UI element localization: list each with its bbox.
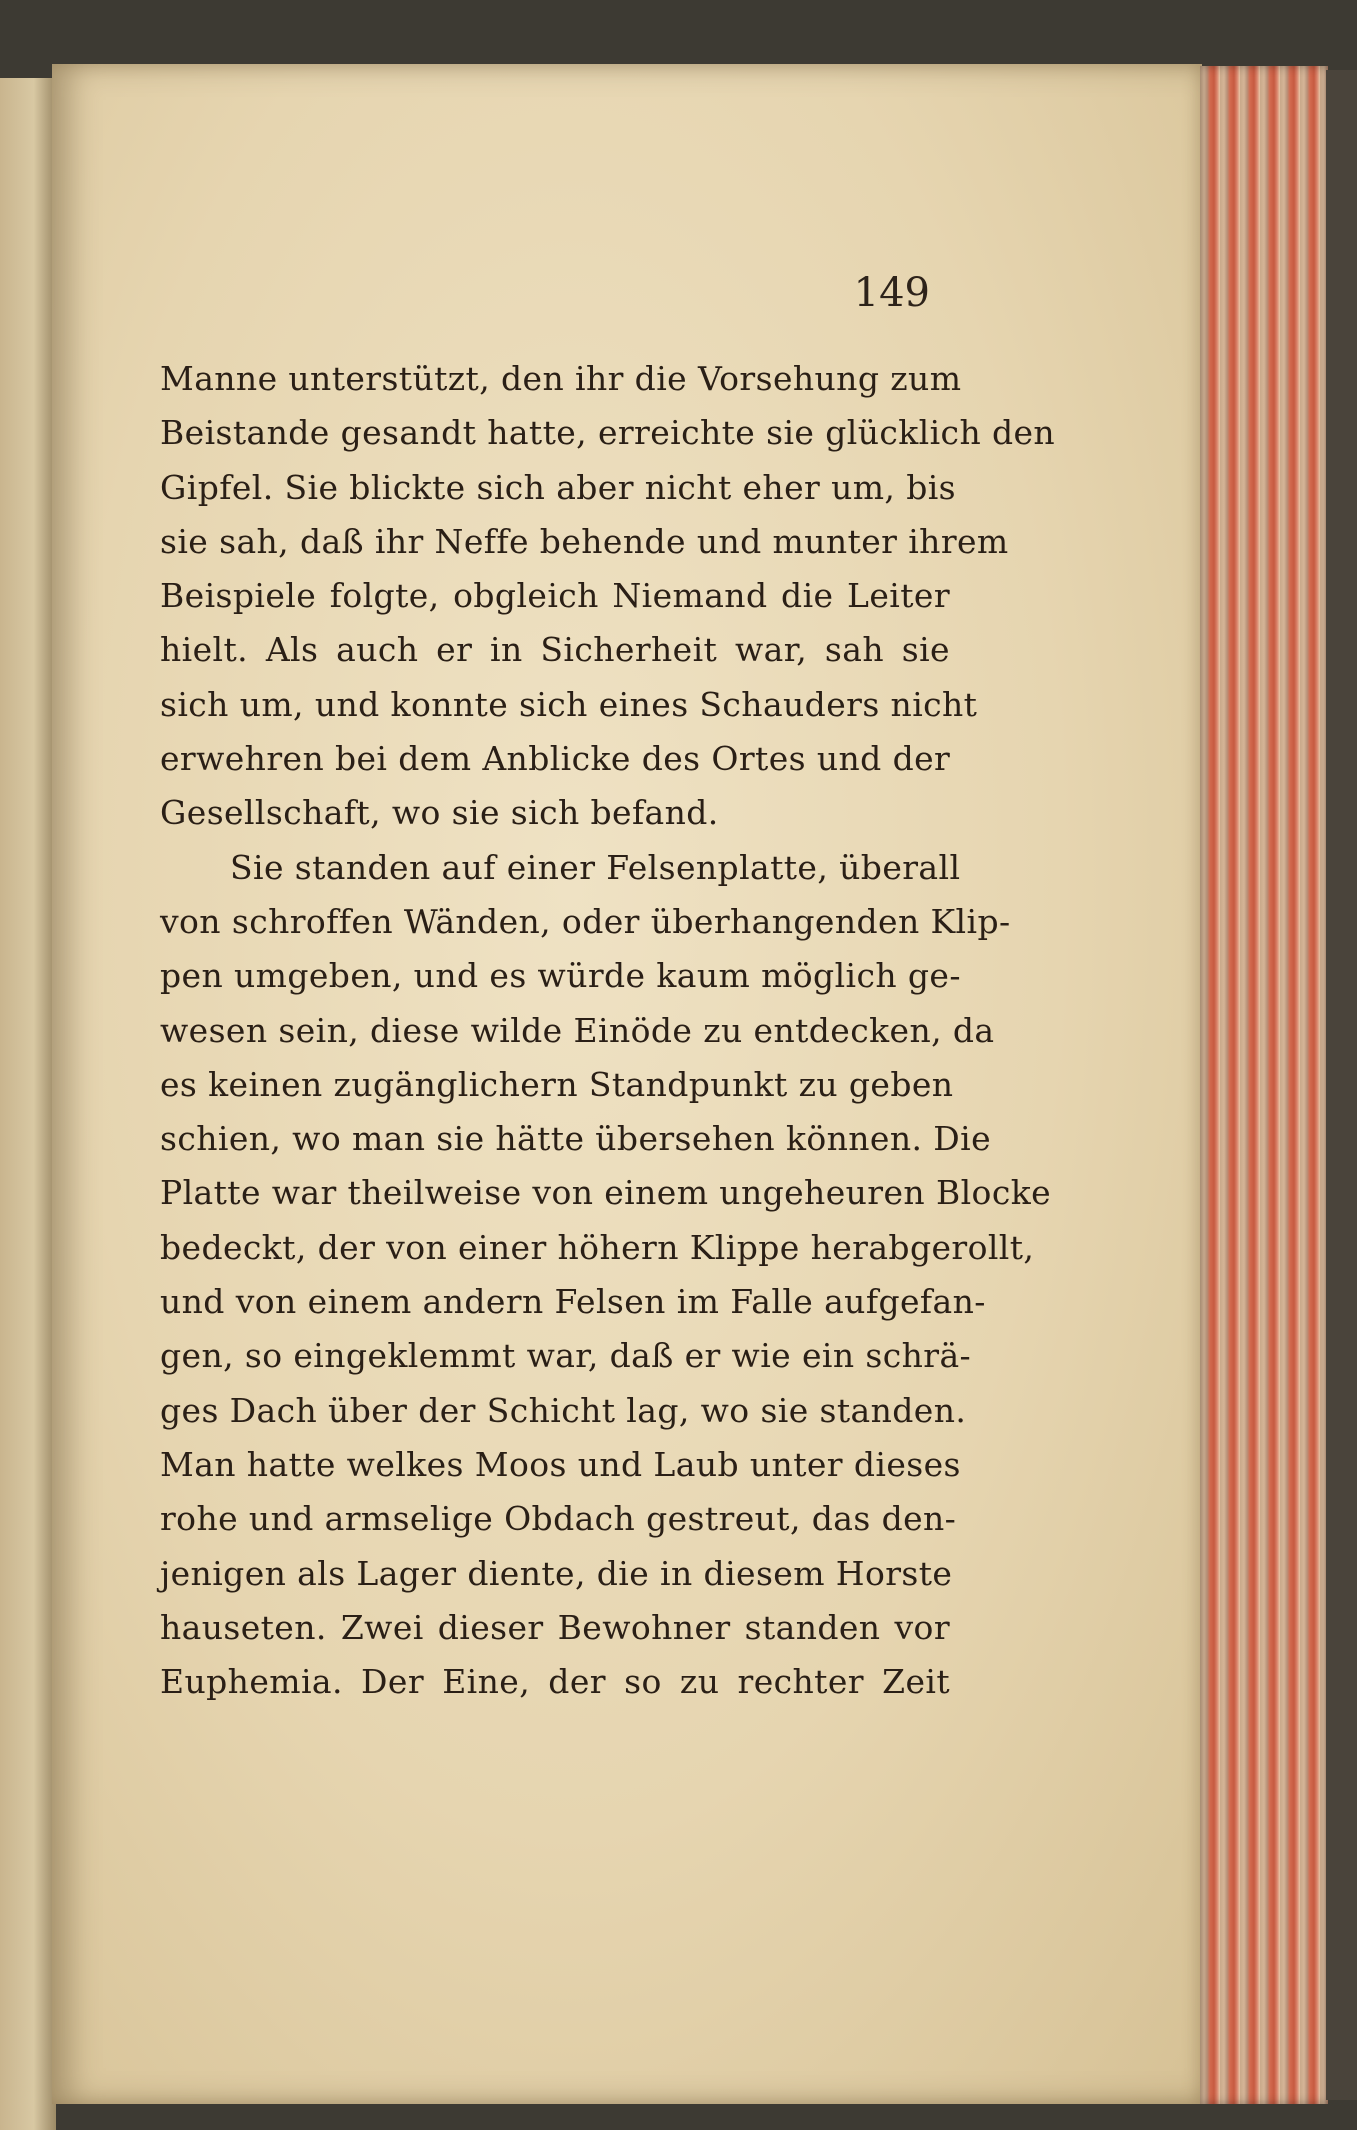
text-line-23: jenigen als Lager diente, die in diesem Horste — [160, 1553, 953, 1593]
text-line-1: Manne unterstützt, den ihr die Vorsehung zum — [160, 359, 962, 398]
text-line-14: es keinen zugänglichern Standpunkt zu geben — [160, 1064, 954, 1104]
text-line-2: Beistande gesandt hatte, erreichte sie glücklich den — [160, 413, 1056, 453]
left-page-edge — [0, 78, 56, 2130]
text-line-6: hielt. Als auch er in Sicherheit war, sah sie — [160, 630, 950, 670]
text-line-12: pen umgeben, und es würde kaum möglich ge- — [160, 956, 961, 996]
text-line-15: schien, wo man sie hätte übersehen können. Die — [160, 1119, 992, 1159]
text-line-19: gen, so eingeklemmt war, daß er wie ein schrä- — [160, 1336, 972, 1376]
text-line-7: sich um, und konnte sich eines Schauders nicht — [160, 684, 978, 724]
text-line-21: Man hatte welkes Moos und Laub unter dieses — [160, 1444, 961, 1484]
text-line-11: von schroffen Wänden, oder überhangenden Klip- — [160, 901, 1011, 941]
text-line-25: Euphemia. Der Eine, der so zu rechter Zeit — [160, 1662, 950, 1702]
text-line-20: ges Dach über der Schicht lag, wo sie standen. — [160, 1390, 967, 1430]
text-line-22: rohe und armselige Obdach gestreut, das den- — [160, 1499, 957, 1539]
text-line-8: erwehren bei dem Anblicke des Ortes und der — [160, 739, 951, 779]
text-line-9: Gesellschaft, wo sie sich befand. — [160, 793, 719, 833]
text-line-17: bedeckt, der von einer höhern Klippe herabgerollt, — [160, 1227, 1035, 1267]
text-line-18: und von einem andern Felsen im Falle aufgefan- — [160, 1282, 986, 1322]
page-number: 149 — [853, 270, 930, 316]
body-text — [160, 352, 1056, 1709]
book-cover — [1326, 70, 1357, 2100]
text-line-5: Beispiele folgte, obgleich Niemand die Leiter — [160, 576, 950, 616]
text-line-24: hauseten. Zwei dieser Bewohner standen vor — [160, 1607, 950, 1647]
text-line-16: Platte war theilweise von einem ungeheuren Blocke — [160, 1173, 1052, 1213]
text-line-10: Sie standen auf einer Felsenplatte, überall — [230, 847, 961, 887]
text-line-4: sie sah, daß ihr Neffe behende und munter ihrem — [160, 521, 1009, 561]
text-line-3: Gipfel. Sie blickte sich aber nicht eher um, bis — [160, 467, 957, 507]
text-line-13: wesen sein, diese wilde Einöde zu entdecken, da — [160, 1010, 995, 1050]
page-edges — [1200, 66, 1328, 2104]
